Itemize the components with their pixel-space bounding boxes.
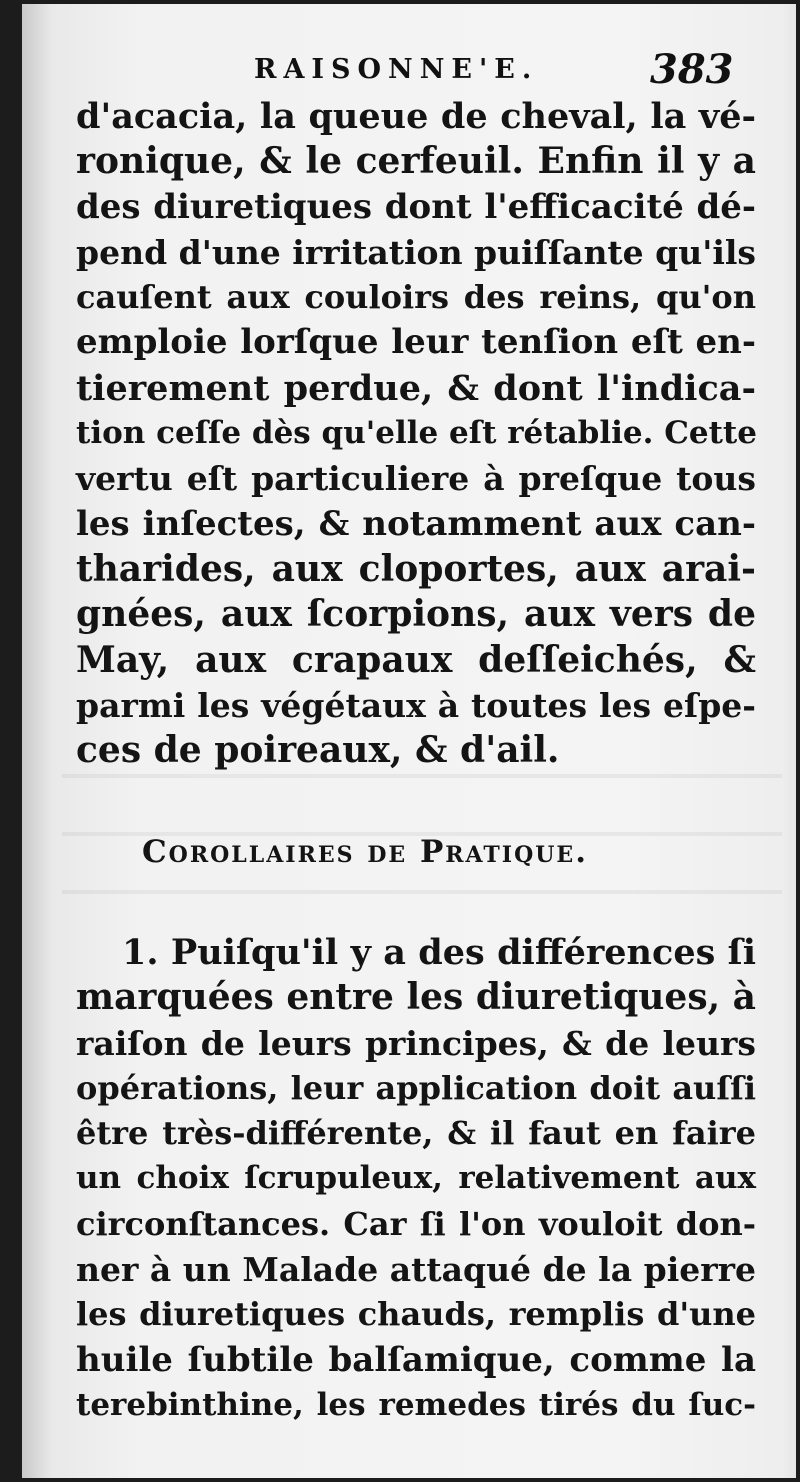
text-line: être très-différente, & il faut en faire <box>76 1114 756 1153</box>
text-line: huile ſubtile balſamique, comme la <box>76 1339 756 1380</box>
paragraph-numbered <box>76 930 756 1428</box>
text-line: circonſtances. Car ſi l'on vouloit don- <box>76 1204 756 1243</box>
text-line: tierement perdue, & dont l'indica- <box>76 367 756 409</box>
text-line: pend d'une irritation puiſſante qu'ils <box>76 232 756 272</box>
page-header <box>22 46 796 96</box>
text-line: ner à un Malade attaqué de la pierre <box>76 1250 756 1290</box>
text-line: opérations, leur application doit auſſi <box>76 1068 756 1107</box>
text-line: les diuretiques chauds, remplis d'une <box>76 1295 756 1334</box>
text-line: ces de poireaux, & d'ail. <box>76 729 560 772</box>
text-line: des diuretiques dont l'efficacité dé- <box>76 186 756 227</box>
text-line: gnées, aux ſcorpions, aux vers de <box>76 593 756 636</box>
text-line: les inſectes, & notamment aux can- <box>76 503 756 544</box>
text-line: 1. Puiſqu'il y a des différences ſi <box>122 932 756 973</box>
page-number: 383 <box>650 46 734 93</box>
running-head: RAISONNE'E. <box>254 54 539 85</box>
text-line: cauſent aux couloirs des reins, qu'on <box>76 278 756 317</box>
text-line: marquées entre les diuretiques, à <box>76 976 756 1019</box>
text-line: tharides, aux cloportes, aux arai- <box>76 547 756 590</box>
text-line: raiſon de leurs principes, & de leurs <box>76 1023 756 1063</box>
text-line: terebinthine, les remedes tirés du ſuc- <box>76 1386 756 1423</box>
section-heading: Corollaires de Pratique. <box>142 834 588 870</box>
text-line: d'acacia, la queue de cheval, la vé- <box>76 96 756 137</box>
text-line: parmi les végétaux à toutes les eſpe- <box>76 685 756 725</box>
text-line: vertu eſt particuliere à preſque tous <box>76 459 756 499</box>
text-line: un choix ſcrupuleux, relativement aux <box>76 1160 756 1197</box>
book-page <box>22 4 796 1478</box>
text-line: tion ceſſe dès qu'elle eſt rétablie. Cette <box>76 415 757 452</box>
text-line: ronique, & le cerfeuil. Enfin il y a <box>76 140 756 183</box>
paragraph-continuation <box>76 94 756 773</box>
text-line: emploie lorſque leur tenſion eſt en- <box>76 322 756 363</box>
text-line: May, aux crapaux deſſeichés, & <box>76 638 756 681</box>
